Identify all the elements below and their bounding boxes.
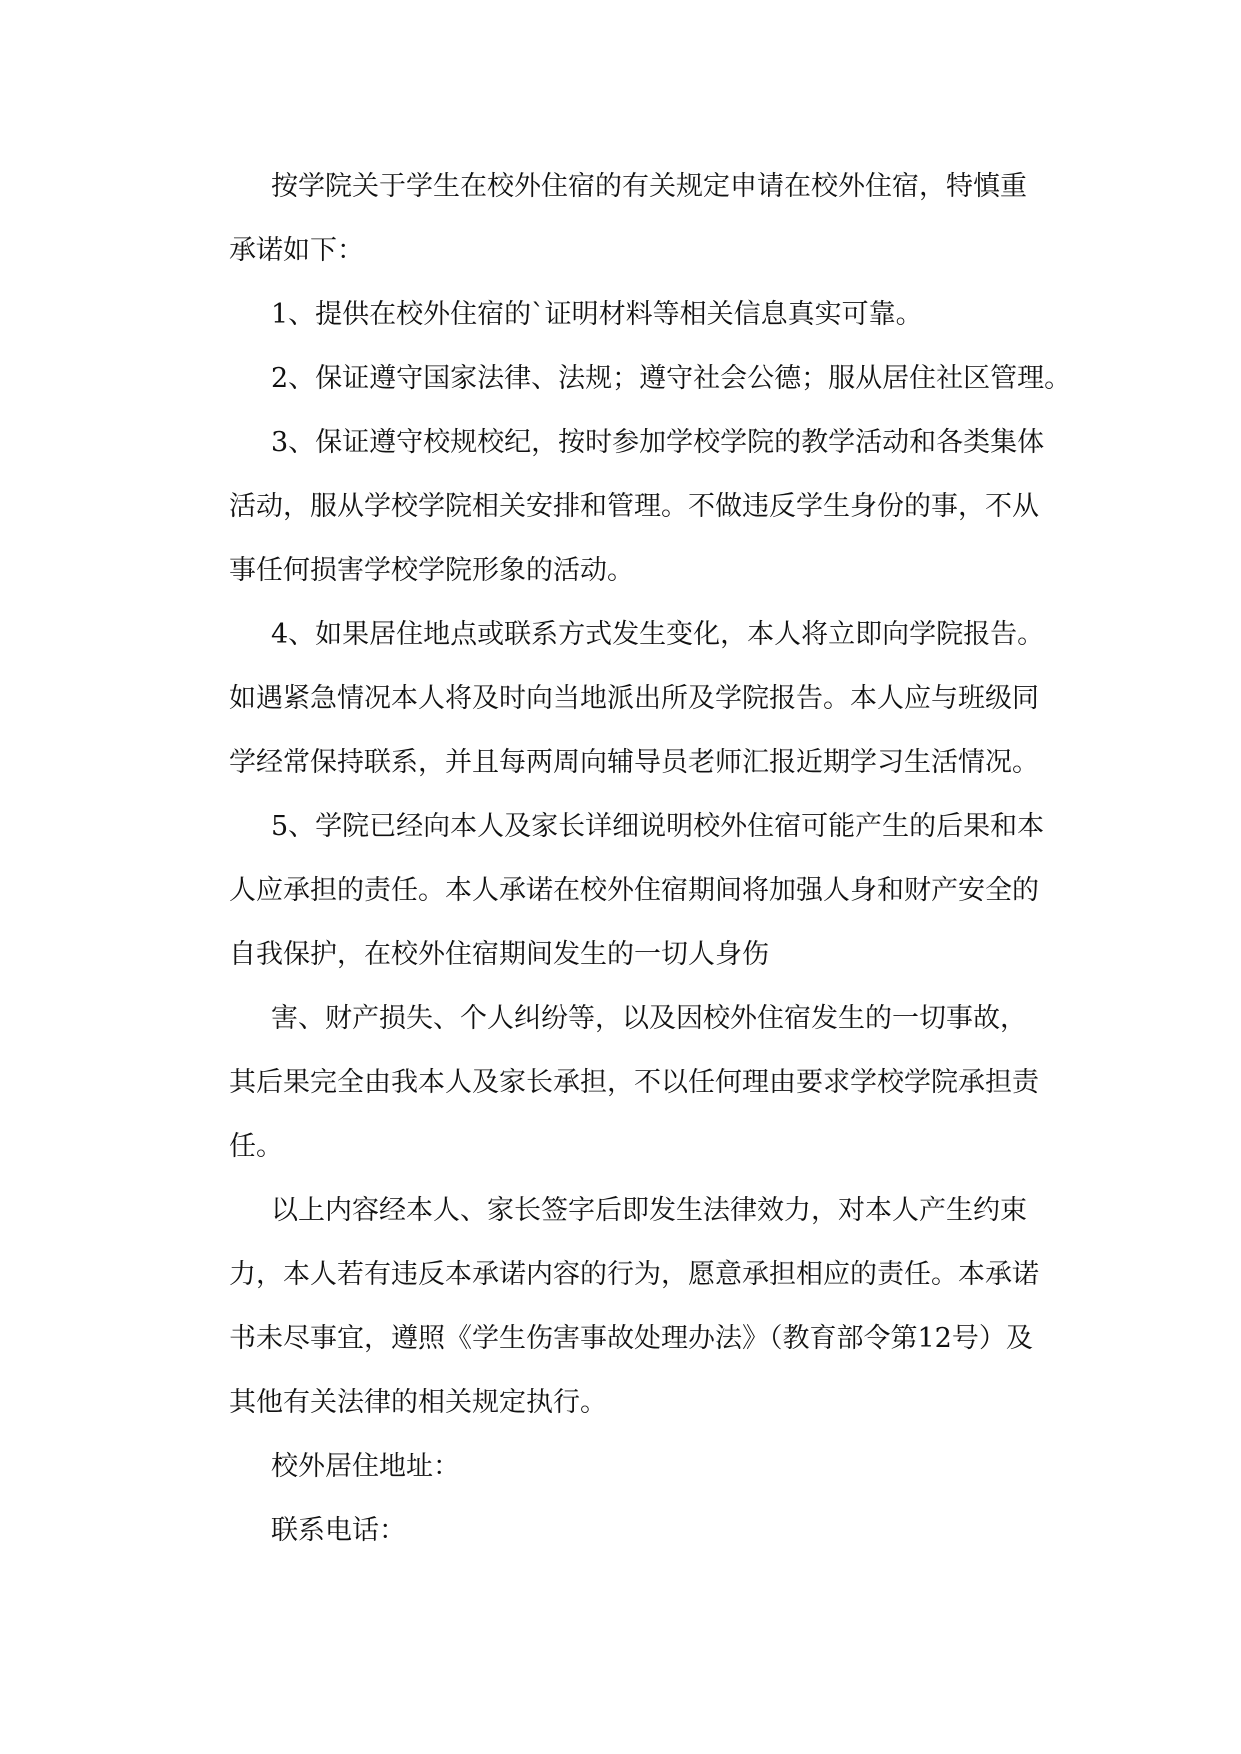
text-line: 2、保证遵守国家法律、法规；遵守社会公德；服从居住社区管理。 bbox=[271, 363, 1072, 394]
text-line: 人应承担的责任。本人承诺在校外住宿期间将加强人身和财产安全的 bbox=[229, 875, 1039, 906]
paragraph-intro bbox=[187, 155, 1057, 283]
text-line: 任。 bbox=[229, 1131, 283, 1162]
text-line: 自我保护，在校外住宿期间发生的一切人身伤 bbox=[229, 939, 769, 970]
document-body bbox=[187, 155, 1072, 1563]
field-phone bbox=[187, 1499, 1057, 1563]
paragraph-item-5-continued bbox=[187, 987, 1057, 1179]
phone-label: 联系电话： bbox=[271, 1515, 406, 1546]
text-line: 4、如果居住地点或联系方式发生变化，本人将立即向学院报告。 bbox=[271, 619, 1045, 650]
text-line: 其后果完全由我本人及家长承担，不以任何理由要求学校学院承担责 bbox=[229, 1067, 1039, 1098]
text-line: 按学院关于学生在校外住宿的有关规定申请在校外住宿，特慎重 bbox=[271, 171, 1027, 202]
paragraph-item-5 bbox=[187, 795, 1057, 987]
paragraph-item-1 bbox=[187, 283, 1057, 347]
text-line: 3、保证遵守校规校纪，按时参加学校学院的教学活动和各类集体 bbox=[271, 427, 1045, 458]
text-line: 力，本人若有违反本承诺内容的行为，愿意承担相应的责任。本承诺 bbox=[229, 1259, 1039, 1290]
text-line: 如遇紧急情况本人将及时向当地派出所及学院报告。本人应与班级同 bbox=[229, 683, 1039, 714]
text-line: 活动，服从学校学院相关安排和管理。不做违反学生身份的事，不从 bbox=[229, 491, 1039, 522]
text-line: 承诺如下： bbox=[229, 235, 364, 266]
paragraph-legal-effect bbox=[187, 1179, 1057, 1435]
paragraph-item-4 bbox=[187, 603, 1057, 795]
paragraph-item-2 bbox=[187, 347, 1072, 411]
address-label: 校外居住地址： bbox=[271, 1451, 460, 1482]
text-line: 以上内容经本人、家长签字后即发生法律效力，对本人产生约束 bbox=[271, 1195, 1027, 1226]
text-line: 害、财产损失、个人纠纷等，以及因校外住宿发生的一切事故， bbox=[271, 1003, 1027, 1034]
text-line: 学经常保持联系，并且每两周向辅导员老师汇报近期学习生活情况。 bbox=[229, 747, 1039, 778]
text-line: 其他有关法律的相关规定执行。 bbox=[229, 1387, 607, 1418]
text-line: 事任何损害学校学院形象的活动。 bbox=[229, 555, 634, 586]
paragraph-item-3 bbox=[187, 411, 1057, 603]
field-address bbox=[187, 1435, 1057, 1499]
text-line: 5、学院已经向本人及家长详细说明校外住宿可能产生的后果和本 bbox=[271, 811, 1045, 842]
text-line: 1、提供在校外住宿的`证明材料等相关信息真实可靠。 bbox=[271, 299, 923, 330]
text-line: 书未尽事宜，遵照《学生伤害事故处理办法》（教育部令第12号）及 bbox=[229, 1323, 1033, 1354]
